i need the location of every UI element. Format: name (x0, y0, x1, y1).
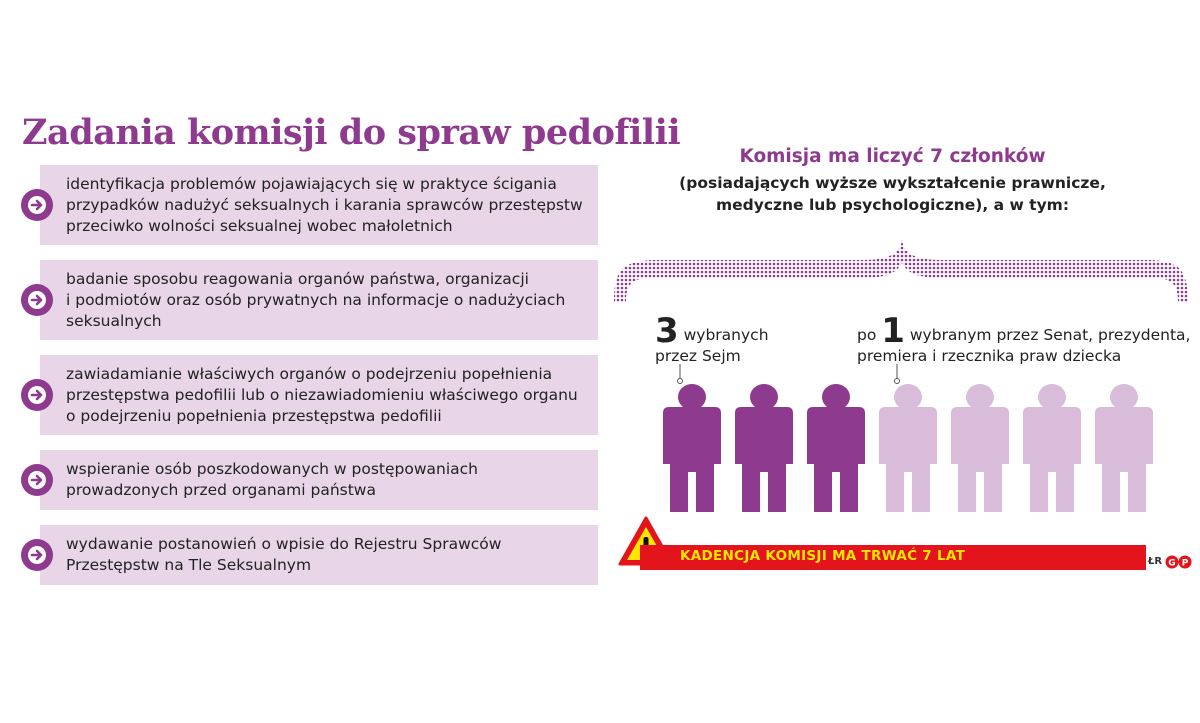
committee-heading: Komisja ma liczyć 7 członków (739, 146, 1046, 167)
others-group-label: po 1 wybranym przez Senat, prezydenta, premiera i rzecznika praw dziecka (857, 311, 1191, 365)
pointer-pin (895, 364, 900, 384)
svg-text:P: P (1181, 558, 1189, 569)
person-icon (807, 384, 865, 512)
page-title: Zadania komisji do spraw pedofilii (22, 112, 681, 153)
person-icon (1023, 384, 1081, 512)
sejm-group-label: 3 wybranych przez Sejm (655, 311, 769, 365)
task-text: wydawanie postanowień o wpisie do Rejestru Sprawców Przestępstw na Tle Seksualnym (66, 535, 502, 574)
task-text: wspieranie osób poszkodowanych w postępowaniach prowadzonych przed organami państwa (66, 460, 478, 499)
person-icon (735, 384, 793, 512)
gp-logo (1165, 554, 1193, 570)
task-text: identyfikacja problemów pojawiających się w praktyce ścigania przypadków nadużyć seksualnych i karania sprawców przestępstw przeciwko wolności seksualnej wobec małoletnich (66, 174, 583, 235)
pointer-pin (678, 364, 683, 384)
task-text: zawiadamianie właściwych organów o podejrzeniu popełnienia przestępstwa pedofilii lub o niezawiadomieniu właściwego organu o podejrzeniu popełnienia przestępstwa pedofilii (66, 364, 578, 425)
warning-text: KADENCJA KOMISJI MA TRWAĆ 7 LAT (680, 548, 966, 564)
person-icon (1095, 384, 1153, 512)
person-icon (951, 384, 1009, 512)
task-text: badanie sposobu reagowania organów państwa, organizacji i podmiotów oraz osób prywatnych na informacje o nadużyciach seksualnych (66, 269, 566, 330)
committee-subheading: (posiadających wyższe wykształcenie prawnicze, medyczne lub psychologiczne), a w tym: (679, 174, 1106, 214)
person-icon (663, 384, 721, 512)
author-credit: ŁR (1148, 556, 1163, 567)
person-icon (879, 384, 937, 512)
svg-text:G: G (1168, 558, 1176, 569)
